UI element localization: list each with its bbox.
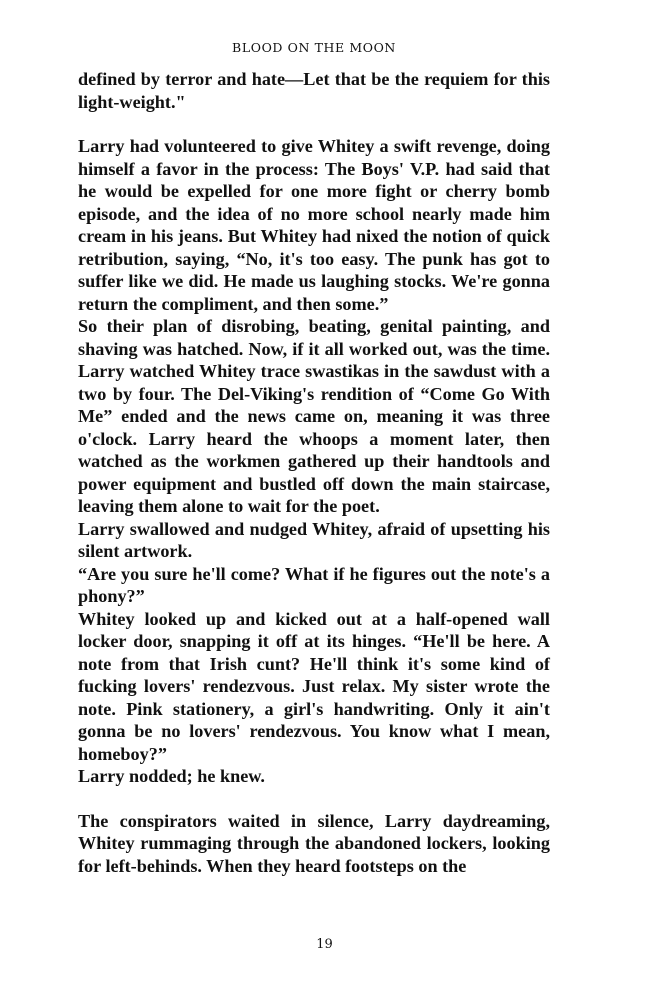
paragraph: Larry had volunteered to give Whitey a swift revenge, doing himself a favor in the process: The Boys' V.P. had said that he would be expelled for one more fight or cherry bomb episode, and the idea of no more school nearly made him cream in his jeans. But Whitey had nixed the notion of quick retribution, saying, “No, it's too easy. The punk has got to suffer like we did. He made us laughing stocks. We're gonna return the compliment, and then some.” bbox=[78, 136, 550, 314]
page-number: 19 bbox=[316, 937, 333, 952]
paragraph: So their plan of disrobing, beating, genital painting, and shaving was hatched. Now, if it all worked out, was the time. Larry watched Whitey trace swastikas in the sawdust with a two by four. The Del-Viking's rendition of “Come Go With Me” ended and the news came on, meaning it was three o'clock. Larry heard the whoops a moment later, then watched as the workmen gathered up their handtools and power equipment and bustled off down the main staircase, leaving them alone to wait for the poet. bbox=[78, 316, 550, 516]
paragraph-section-start: The conspirators waited in silence, Larry daydreaming, Whitey rummaging through the abandoned lockers, looking for left-behinds. When they heard footsteps on the bbox=[78, 810, 550, 876]
paragraph-continuation: defined by terror and hate—Let that be the requiem for this light-weight." bbox=[78, 69, 550, 112]
dialogue-paragraph: “Are you sure he'll come? What if he figures out the note's a phony?” bbox=[78, 563, 550, 606]
running-head: BLOOD ON THE MOON bbox=[232, 40, 396, 55]
paragraph: Larry swallowed and nudged Whitey, afraid of upsetting his silent artwork. bbox=[78, 518, 550, 561]
dialogue-paragraph: Whitey looked up and kicked out at a half-opened wall locker door, snapping it off at its hinges. “He'll be here. A note from that Irish cunt? He'll think it's some kind of fucking lovers' rendezvous. Just relax. My sister wrote the note. Pink stationery, a girl's handwriting. Only it ain't gonna be no lovers' rendezvous. You know what I mean, homeboy?” bbox=[78, 608, 550, 764]
book-page bbox=[78, 40, 550, 877]
paragraph: Larry nodded; he knew. bbox=[78, 766, 265, 786]
